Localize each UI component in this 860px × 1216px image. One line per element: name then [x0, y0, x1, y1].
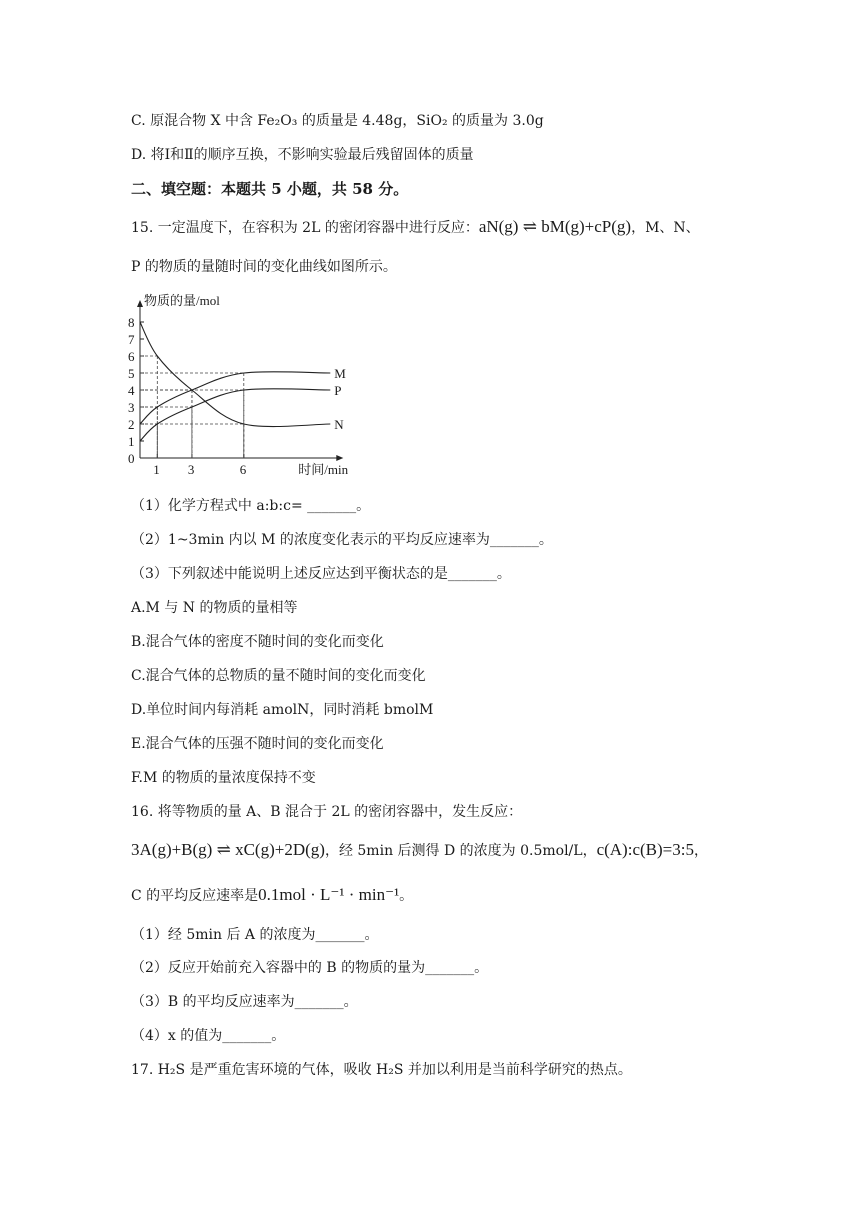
q16-rate: 0.1mol · L⁻¹ · min⁻¹: [258, 885, 400, 904]
x-axis-arrow: [336, 455, 343, 461]
q15-sub1: （1）化学方程式中 a:b:c= _______。: [131, 498, 371, 514]
q16-stem3-prefix: C 的平均反应速率是: [131, 888, 259, 904]
x-tick-label: 6: [239, 462, 247, 477]
q16-stem2: [131, 840, 708, 861]
y-tick-label: 4: [128, 383, 135, 398]
q15-choice-c: C.混合气体的总物质的量不随时间的变化而变化: [131, 668, 426, 684]
q16-stem1: 16. 将等物质的量 A、B 混合于 2L 的密闭容器中，发生反应：: [131, 804, 523, 820]
q15-choice-d: D.单位时间内每消耗 amolN，同时消耗 bmolM: [131, 702, 434, 718]
q16-stem2-mid: ，经 5min 后测得 D 的浓度为 0.5mol/L，: [324, 843, 597, 859]
y-tick-label: 3: [128, 400, 135, 415]
y-axis-label: 物质的量/mol: [144, 293, 220, 308]
q15-choice-f: F.M 的物质的量浓度保持不变: [131, 770, 316, 786]
q15-choice-a: A.M 与 N 的物质的量相等: [131, 600, 298, 616]
q15-stem-prefix: 15. 一定温度下，在容积为 2L 的密闭容器中进行反应：: [131, 220, 479, 236]
series-label-M: M: [334, 366, 346, 381]
q15-equation: aN(g) ⇌ bM(g)+cP(g): [478, 217, 632, 236]
y-axis-arrow: [137, 300, 143, 307]
x-tick-label: 1: [153, 462, 160, 477]
q16-sub1: （1）经 5min 后 A 的浓度为_______。: [131, 927, 379, 943]
series-line-P: [140, 389, 330, 441]
q16-ratio: c(A):c(B)=3:5: [596, 840, 694, 859]
q16-sub2: （2）反应开始前充入容器中的 B 的物质的量为_______。: [131, 960, 489, 976]
q15-stem: [131, 217, 700, 238]
y-tick-label: 0: [128, 451, 135, 466]
option-d: D. 将Ⅰ和Ⅱ的顺序互换，不影响实验最后残留固体的质量: [131, 147, 474, 163]
y-tick-label: 8: [128, 315, 135, 330]
q16-equation: 3A(g)+B(g) ⇌ xC(g)+2D(g): [131, 840, 325, 859]
q15-sub2: （2）1~3min 内以 M 的浓度变化表示的平均反应速率为_______。: [131, 532, 553, 548]
series-label-N: N: [334, 417, 344, 432]
series-line-M: [140, 372, 330, 424]
q16-stem3-end: 。: [399, 888, 414, 904]
q15-choice-e: E.混合气体的压强不随时间的变化而变化: [131, 736, 384, 752]
y-tick-label: 5: [128, 366, 135, 381]
y-tick-label: 2: [128, 417, 135, 432]
y-tick-label: 6: [128, 349, 135, 364]
x-axis-label: 时间/min: [298, 462, 349, 477]
q17-stem: 17. H₂S 是严重危害环境的气体，吸收 H₂S 并加以利用是当前科学研究的热点。: [131, 1062, 632, 1078]
q16-sub3: （3）B 的平均反应速率为_______。: [131, 994, 358, 1010]
x-tick-label: 3: [187, 462, 195, 477]
q15-sub3: （3）下列叙述中能说明上述反应达到平衡状态的是_______。: [131, 566, 511, 582]
q15-choice-b: B.混合气体的密度不随时间的变化而变化: [131, 634, 384, 650]
q15-stem-suffix: ，M、N、: [631, 220, 700, 236]
option-c: C. 原混合物 X 中含 Fe₂O₃ 的质量是 4.48g，SiO₂ 的质量为 3.0g: [131, 113, 544, 129]
section-title: 二、填空题：本题共 5 小题，共 58 分。: [131, 180, 409, 198]
series-label-P: P: [334, 383, 342, 398]
q15-stem-line2: P 的物质的量随时间的变化曲线如图所示。: [131, 259, 397, 275]
q15-chart: [118, 290, 358, 480]
q16-sub4: （4）x 的值为_______。: [131, 1028, 286, 1044]
q16-stem3: [131, 885, 413, 906]
y-tick-label: 7: [128, 332, 135, 347]
q16-stem2-end: ，: [693, 843, 708, 859]
y-tick-label: 1: [128, 434, 135, 449]
